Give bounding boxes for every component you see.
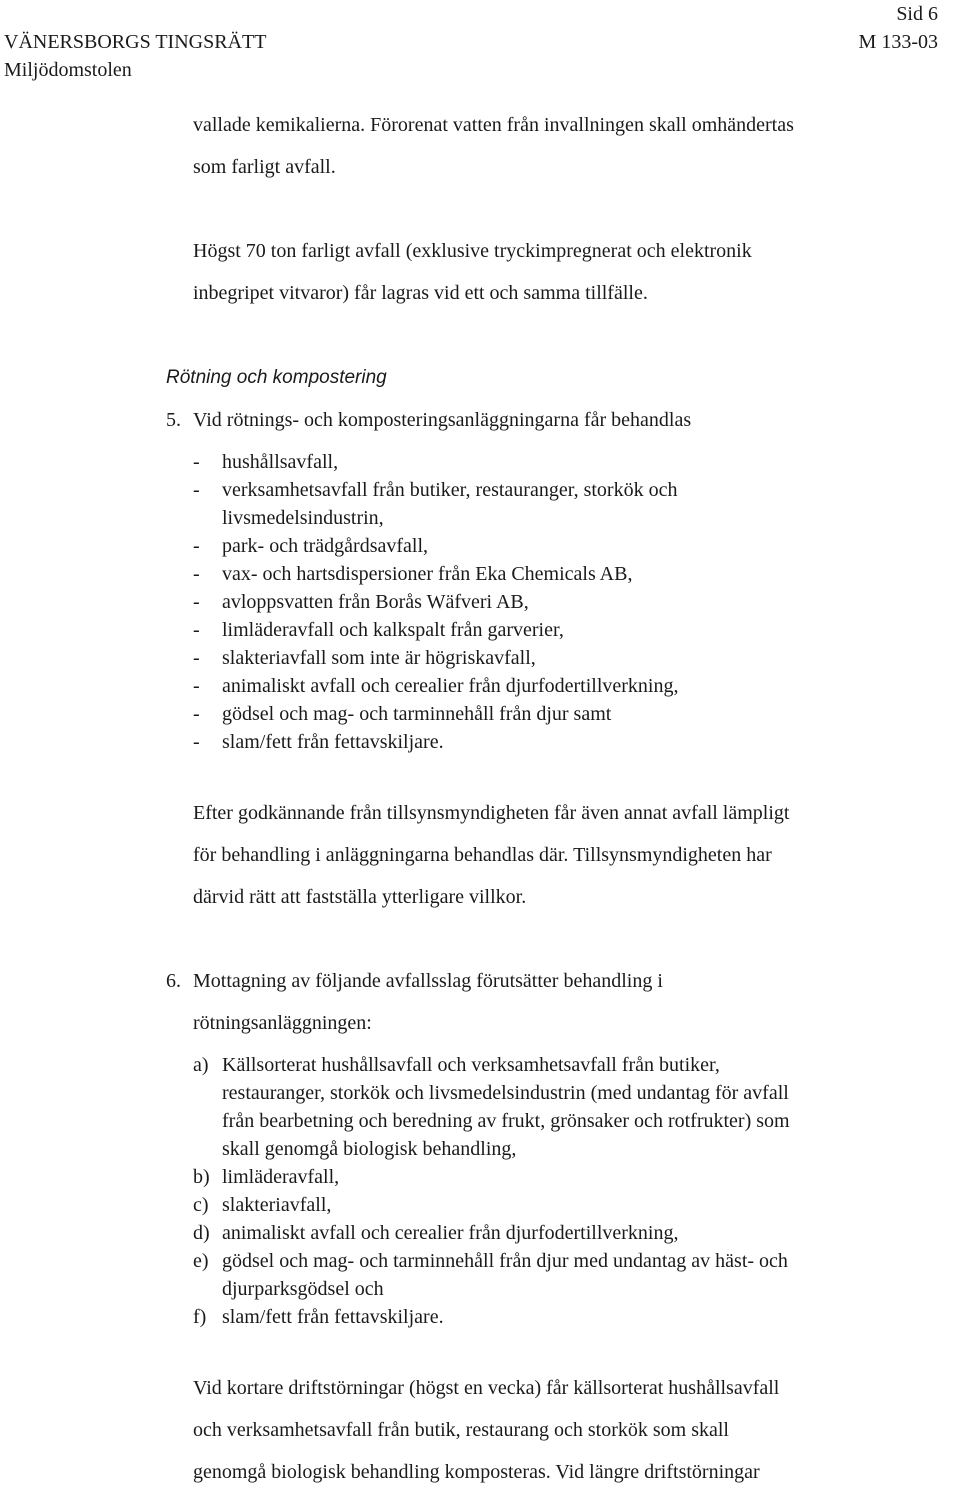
dash-marker: - xyxy=(193,647,200,669)
disruptions-line-2: och verksamhetsavfall från butik, restaurang och storkök som skall xyxy=(193,1419,729,1441)
section-heading: Rötning och kompostering xyxy=(166,367,387,388)
list-item-text: animaliskt avfall och cerealier från djurfodertillverkning, xyxy=(222,1222,679,1244)
storage-line-1: Högst 70 ton farligt avfall (exklusive tryckimpregnerat och elektronik xyxy=(193,240,752,262)
list-item-text: slakteriavfall som inte är högriskavfall, xyxy=(222,647,536,669)
list-item-text: Källsorterat hushållsavfall och verksamhetsavfall från butiker, xyxy=(222,1054,720,1076)
list-item-text: slakteriavfall, xyxy=(222,1194,332,1216)
approval-line-2: för behandling i anläggningarna behandlas där. Tillsynsmyndigheten har xyxy=(193,844,772,866)
list-item-text: animaliskt avfall och cerealier från djurfodertillverkning, xyxy=(222,675,679,697)
item-6-line-2: rötningsanläggningen: xyxy=(193,1012,372,1034)
list-item-text: restauranger, storkök och livsmedelsindustrin (med undantag för avfall xyxy=(222,1082,789,1104)
case-number: M 133-03 xyxy=(858,31,938,53)
approval-line-1: Efter godkännande från tillsynsmyndigheten får även annat avfall lämpligt xyxy=(193,802,790,824)
list-item-text: hushållsavfall, xyxy=(222,451,339,473)
list-item-continuation: livsmedelsindustrin, xyxy=(222,507,384,529)
court-name: VÄNERSBORGS TINGSRÄTT xyxy=(4,31,267,53)
list-item-text: limläderavfall, xyxy=(222,1166,340,1188)
disruptions-line-1: Vid kortare driftstörningar (högst en vecka) får källsorterat hushållsavfall xyxy=(193,1377,780,1399)
list-item-text: limläderavfall och kalkspalt från garverier, xyxy=(222,619,564,641)
list-item-text: verksamhetsavfall från butiker, restauranger, storkök och xyxy=(222,479,678,501)
list-label: b) xyxy=(193,1166,210,1188)
list-label: e) xyxy=(193,1250,209,1272)
dash-marker: - xyxy=(193,731,200,753)
department-name: Miljödomstolen xyxy=(4,59,132,81)
dash-marker: - xyxy=(193,619,200,641)
dash-marker: - xyxy=(193,675,200,697)
item-5-number: 5. xyxy=(166,409,181,431)
list-item-text: slam/fett från fettavskiljare. xyxy=(222,1306,444,1328)
list-item-text: djurparksgödsel och xyxy=(222,1278,384,1300)
dash-marker: - xyxy=(193,479,200,501)
list-item-text: skall genomgå biologisk behandling, xyxy=(222,1138,517,1160)
list-label: a) xyxy=(193,1054,209,1076)
item-6-line-1: Mottagning av följande avfallsslag förutsätter behandling i xyxy=(193,970,663,992)
dash-marker: - xyxy=(193,535,200,557)
list-item-text: gödsel och mag- och tarminnehåll från djur samt xyxy=(222,703,612,725)
intro-line-2: som farligt avfall. xyxy=(193,156,336,178)
list-item-text: park- och trädgårdsavfall, xyxy=(222,535,429,557)
item-6-number: 6. xyxy=(166,970,181,992)
dash-marker: - xyxy=(193,563,200,585)
approval-line-3: därvid rätt att fastställa ytterligare villkor. xyxy=(193,886,527,908)
disruptions-line-3: genomgå biologisk behandling komposteras. Vid längre driftstörningar xyxy=(193,1461,760,1483)
item-5-text: Vid rötnings- och komposteringsanläggningarna får behandlas xyxy=(193,409,692,431)
list-item-text: slam/fett från fettavskiljare. xyxy=(222,731,444,753)
page-number: Sid 6 xyxy=(896,3,938,25)
list-item-text: vax- och hartsdispersioner från Eka Chemicals AB, xyxy=(222,563,633,585)
dash-marker: - xyxy=(193,703,200,725)
list-item-text: från bearbetning och beredning av frukt, grönsaker och rotfrukter) som xyxy=(222,1110,790,1132)
intro-line-1: vallade kemikalierna. Förorenat vatten från invallningen skall omhändertas xyxy=(193,114,794,136)
storage-line-2: inbegripet vitvaror) får lagras vid ett och samma tillfälle. xyxy=(193,282,648,304)
list-item-text: avloppsvatten från Borås Wäfveri AB, xyxy=(222,591,529,613)
dash-marker: - xyxy=(193,451,200,473)
list-label: f) xyxy=(193,1306,207,1328)
list-item-text: gödsel och mag- och tarminnehåll från djur med undantag av häst- och xyxy=(222,1250,788,1272)
dash-marker: - xyxy=(193,591,200,613)
list-label: d) xyxy=(193,1222,210,1244)
list-label: c) xyxy=(193,1194,209,1216)
